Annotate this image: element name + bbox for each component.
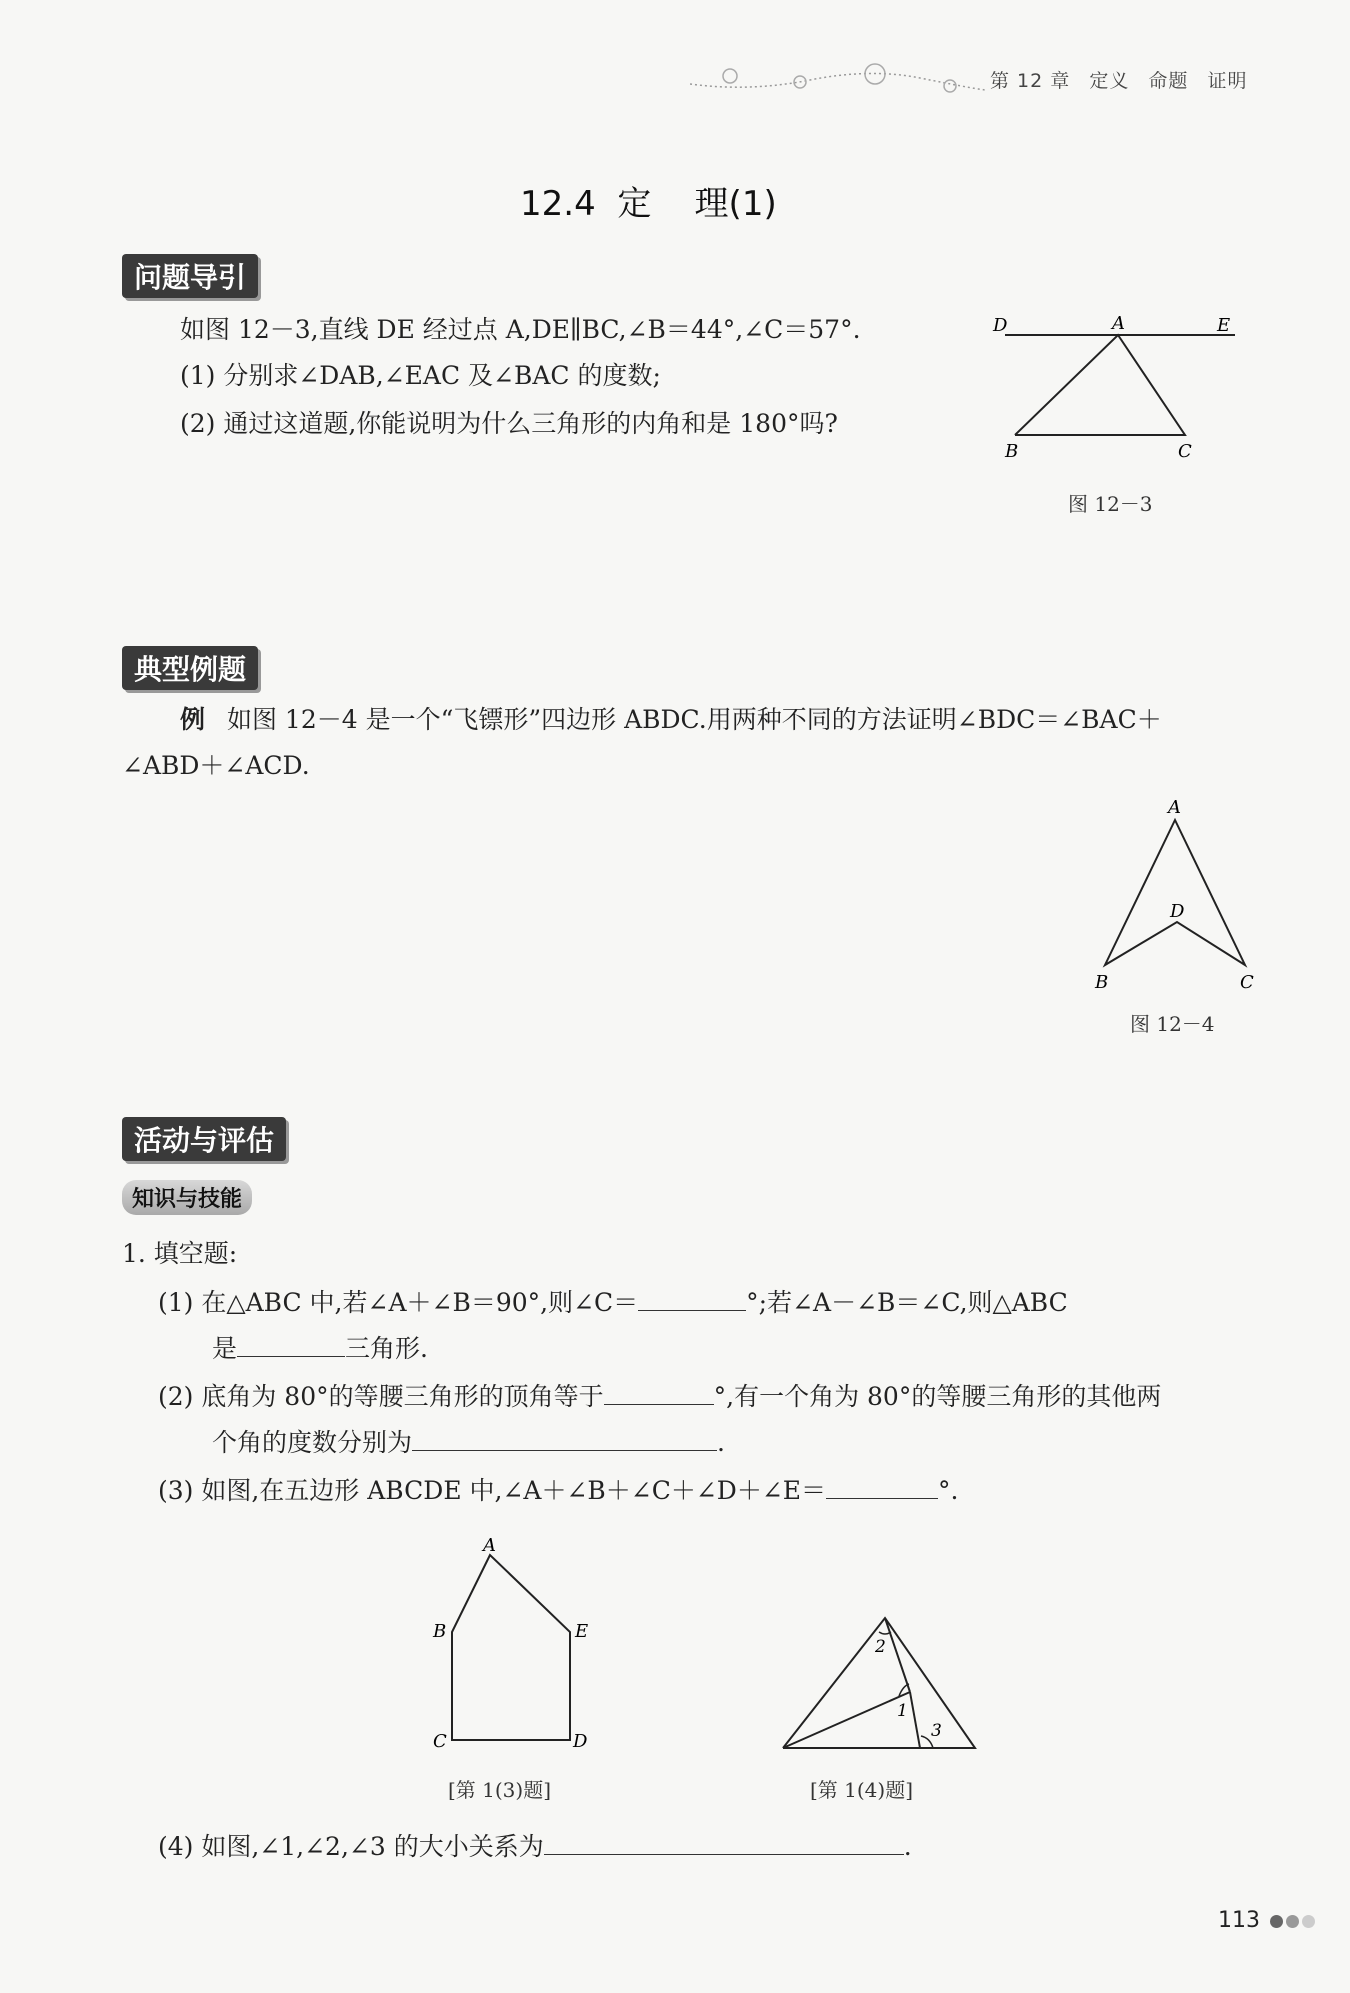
label-D: D: [993, 315, 1008, 336]
figure-12-3: [985, 305, 1245, 465]
label-B: B: [1005, 441, 1019, 462]
label-E: E: [575, 1621, 589, 1642]
answer-blank[interactable]: [544, 1830, 904, 1855]
q-text: (3) 如图,在五边形 ABCDE 中,∠A＋∠B＋∠C＋∠D＋∠E＝: [158, 1476, 827, 1505]
q-text: °,有一个角为 80°的等腰三角形的其他两: [713, 1382, 1162, 1411]
question-1-1: [158, 1286, 1068, 1320]
figure-12-4: [1085, 795, 1275, 995]
question-1-3: [158, 1474, 959, 1508]
q-text: 是: [212, 1334, 238, 1363]
label-E: E: [1217, 315, 1231, 336]
running-header: [990, 66, 1247, 93]
figure-caption: 图 12－3: [1068, 492, 1153, 516]
section-label-examples: 典型例题: [122, 646, 258, 690]
q-text: 个角的度数分别为: [212, 1428, 413, 1457]
answer-blank[interactable]: [826, 1474, 938, 1499]
question-1-2: [158, 1380, 1161, 1414]
label-C: C: [1240, 972, 1254, 993]
answer-blank[interactable]: [604, 1380, 714, 1405]
answer-blank[interactable]: [237, 1332, 345, 1357]
question-1-1-cont: [212, 1332, 428, 1366]
q-text: °;若∠A－∠B＝∠C,则△ABC: [746, 1288, 1068, 1317]
page-title: 12.4 定 理(1): [520, 184, 777, 224]
question-1-2-cont: [212, 1426, 725, 1460]
label-B: B: [433, 1621, 447, 1642]
figure-caption: 图 12－4: [1130, 1012, 1215, 1036]
problem-line: 如图 12－3,直线 DE 经过点 A,DE∥BC,∠B＝44°,∠C＝57°.: [180, 315, 861, 344]
problem-line: (2) 通过这道题,你能说明为什么三角形的内角和是 180°吗?: [180, 409, 838, 438]
answer-blank[interactable]: [638, 1286, 746, 1311]
section-label-problem-intro: 问题导引: [122, 254, 258, 298]
question-title: 1. 填空题:: [122, 1239, 238, 1268]
label-D: D: [573, 1731, 588, 1752]
angle-label-3: 3: [931, 1721, 942, 1741]
q-text: 三角形.: [345, 1334, 428, 1363]
label-B: B: [1095, 972, 1109, 993]
header-decoration: [690, 62, 990, 102]
page-dots-icon: [1267, 1908, 1315, 1933]
header-topic: 命题: [1148, 70, 1189, 92]
angle-label-2: 2: [875, 1637, 886, 1657]
answer-blank[interactable]: [412, 1426, 717, 1451]
figure-pentagon: [425, 1535, 615, 1755]
example-tag: 例: [180, 705, 206, 734]
example-line: [180, 704, 1162, 737]
q-text: (1) 在△ABC 中,若∠A＋∠B＝90°,则∠C＝: [158, 1288, 639, 1317]
q-text: °.: [938, 1476, 959, 1505]
section-label-activity: 活动与评估: [122, 1117, 286, 1161]
header-topic: 定义: [1089, 70, 1130, 92]
sub-label-knowledge-skills: 知识与技能: [122, 1180, 252, 1215]
page-number: 113: [1218, 1908, 1260, 1933]
header-chapter: 第 12 章: [990, 70, 1071, 92]
figure-caption: [第 1(3)题]: [448, 1778, 552, 1802]
label-C: C: [1178, 441, 1192, 462]
figure-angles: [775, 1610, 985, 1760]
question-1-4: [158, 1830, 912, 1864]
label-A: A: [1112, 313, 1125, 334]
angle-label-1: 1: [897, 1701, 908, 1721]
label-C: C: [433, 1731, 447, 1752]
label-D: D: [1170, 901, 1185, 922]
problem-line: (1) 分别求∠DAB,∠EAC 及∠BAC 的度数;: [180, 361, 661, 390]
q-text: (4) 如图,∠1,∠2,∠3 的大小关系为: [158, 1832, 544, 1861]
label-A: A: [483, 1535, 496, 1556]
example-text: 如图 12－4 是一个“飞镖形”四边形 ABDC.用两种不同的方法证明∠BDC＝∠BAC＋: [226, 705, 1162, 734]
figure-caption: [第 1(4)题]: [810, 1778, 914, 1802]
example-line: ∠ABD＋∠ACD.: [122, 751, 310, 780]
q-text: .: [903, 1832, 912, 1861]
q-text: (2) 底角为 80°的等腰三角形的顶角等于: [158, 1382, 604, 1411]
header-topic: 证明: [1207, 70, 1248, 92]
page-number-area: [1218, 1908, 1315, 1933]
label-A: A: [1168, 797, 1181, 818]
q-text: .: [717, 1428, 725, 1457]
